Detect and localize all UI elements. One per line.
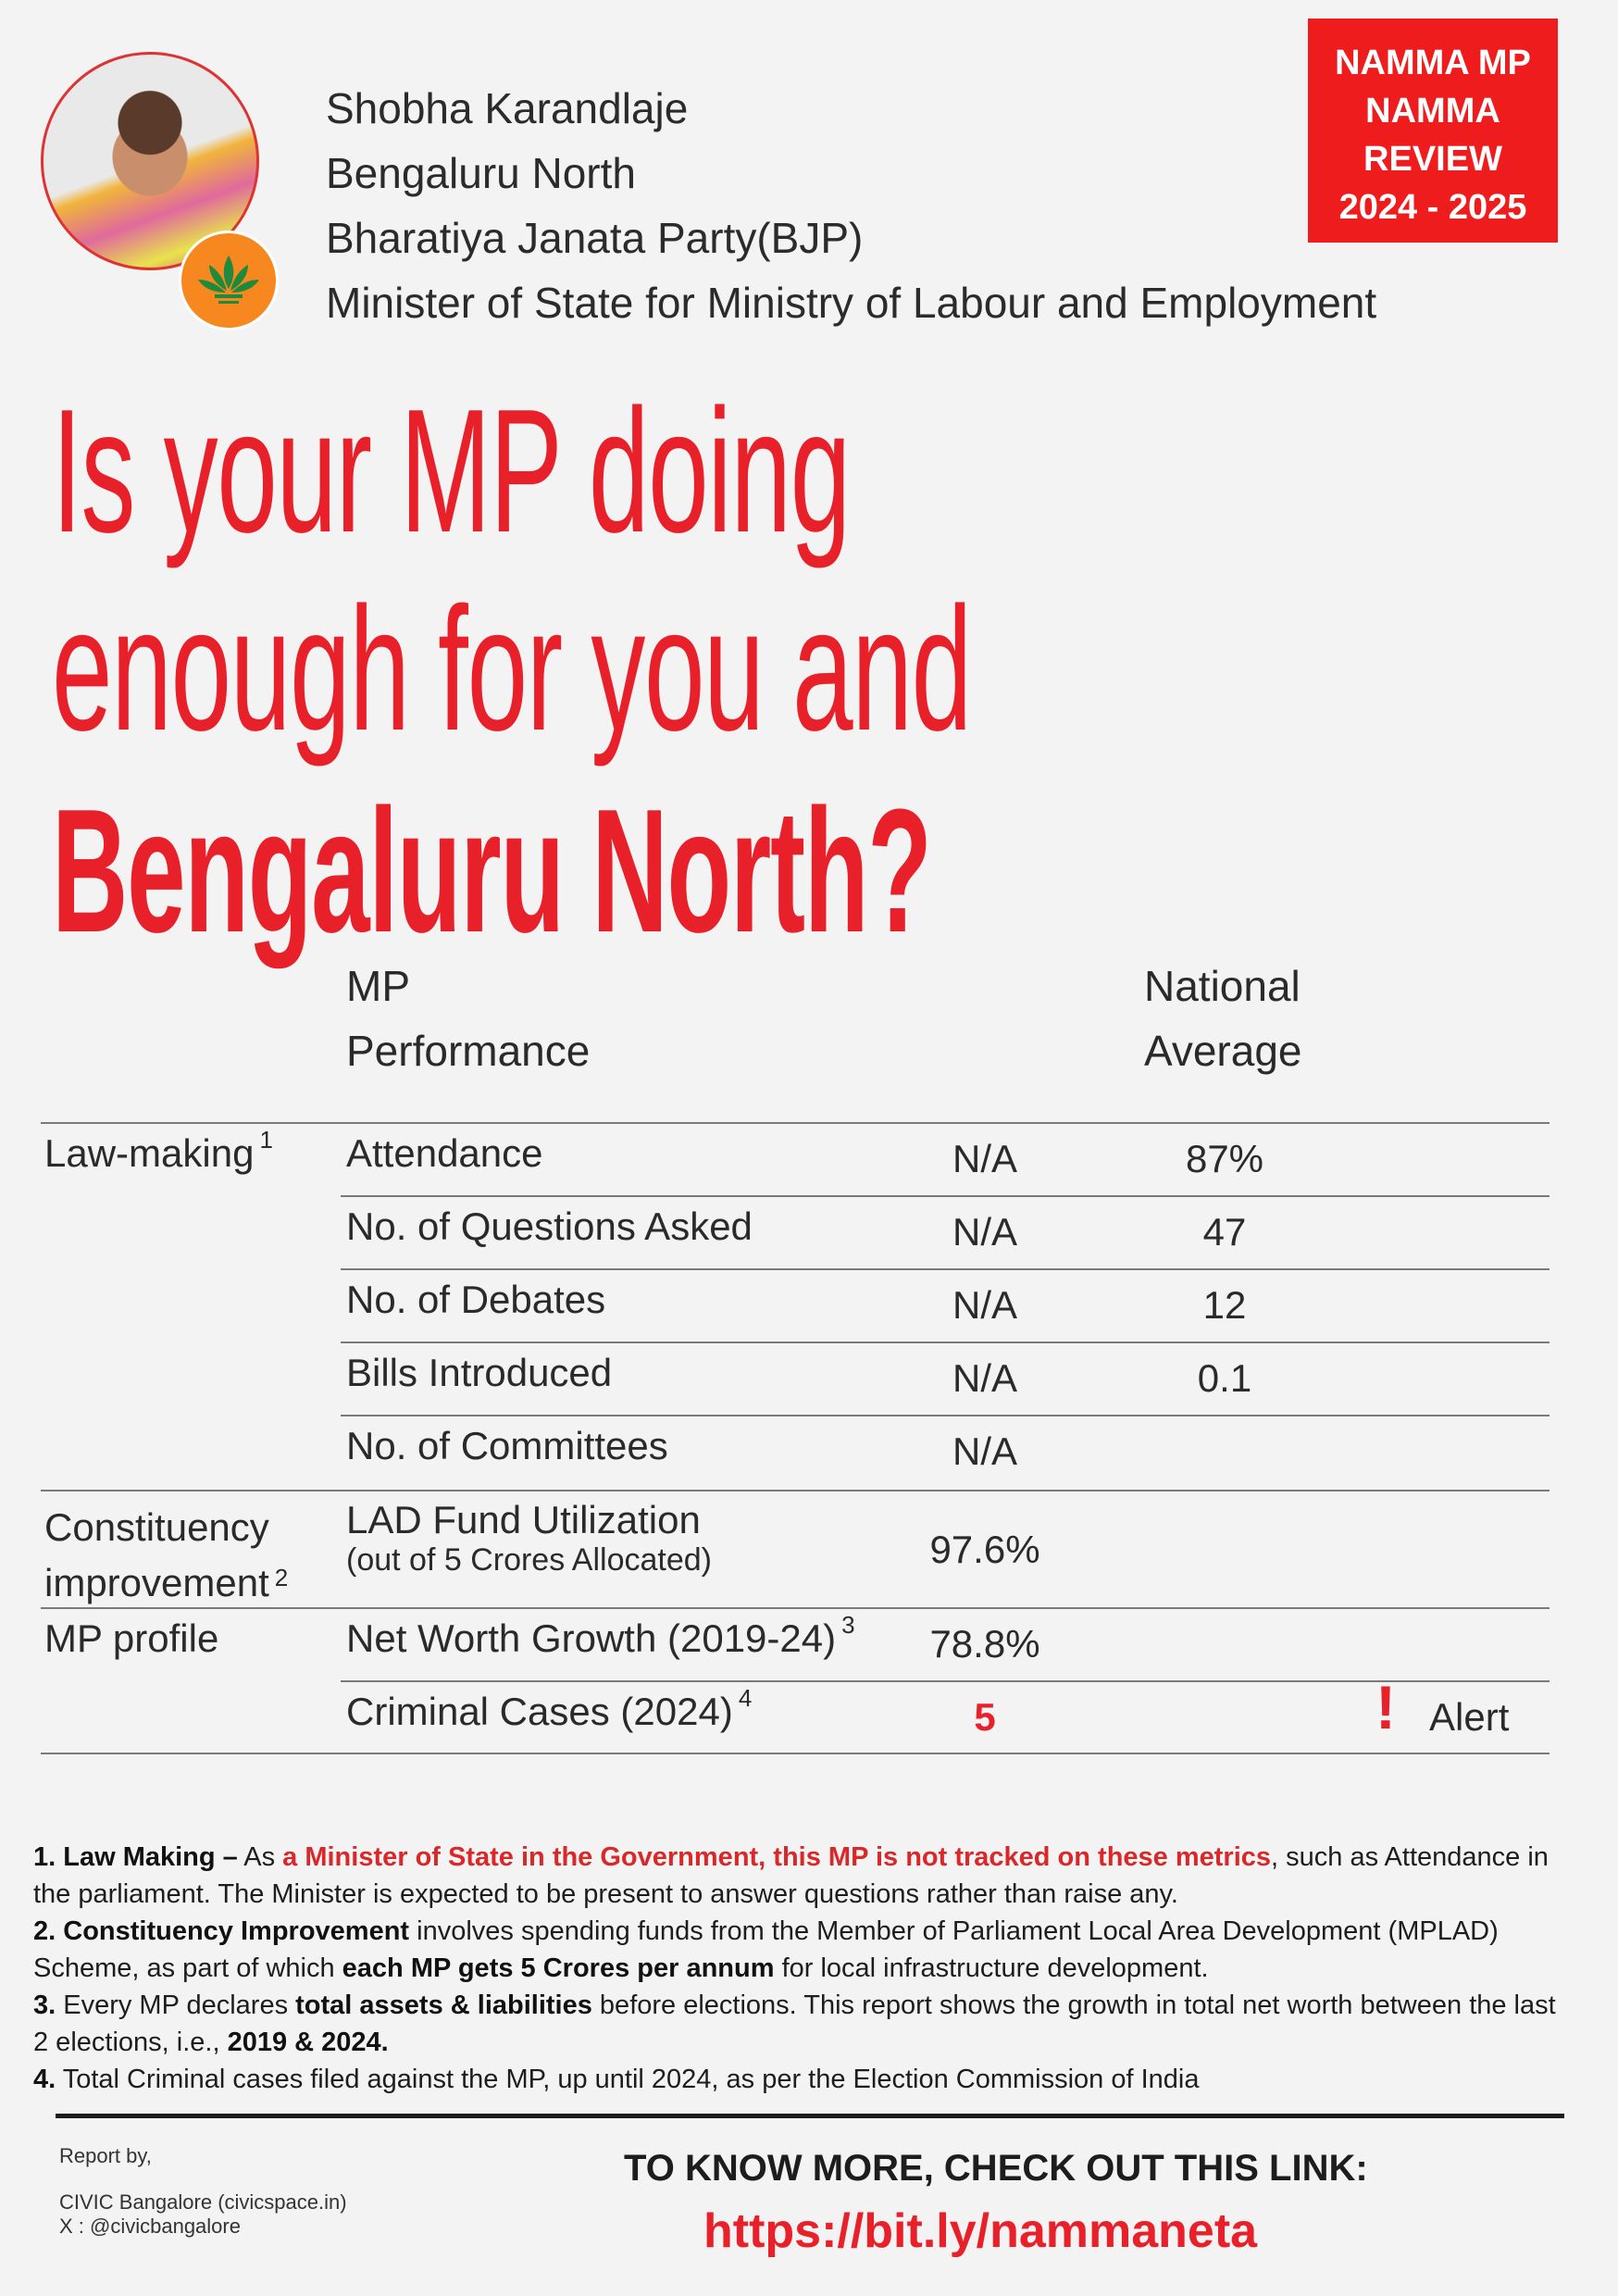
- metric-sublabel: (out of 5 Crores Allocated): [346, 1542, 712, 1578]
- badge-line: 2024 - 2025: [1338, 188, 1527, 227]
- section-mp-profile: MP profile: [44, 1616, 219, 1660]
- mp-value: N/A: [952, 1356, 1017, 1400]
- exclamation-icon: !: [1375, 1673, 1396, 1741]
- mp-name: Shobha Karandlaje: [326, 84, 689, 132]
- mp-value: N/A: [952, 1210, 1017, 1254]
- report-by-label: Report by,: [59, 2144, 152, 2167]
- table-rule: [341, 1195, 1550, 1197]
- more-info-link[interactable]: https://bit.ly/nammaneta: [703, 2204, 1258, 2258]
- badge-line: REVIEW: [1363, 140, 1502, 179]
- mp-value: 97.6%: [929, 1528, 1040, 1571]
- party: Bharatiya Janata Party(BJP): [326, 214, 864, 262]
- mp-value: N/A: [952, 1429, 1017, 1473]
- national-average-value: 87%: [1185, 1137, 1264, 1180]
- alert-label: Alert: [1429, 1695, 1510, 1739]
- section-constituency-improvement: Constituency improvement $^2$: [44, 1505, 289, 1604]
- footnote-1: 1. Law Making – As a Minister of State in the Government, this MP is not tracked on these metrics, such as Attendance in the parliament. The Minister is expected to be present to answer questions rather than raise any.: [33, 1842, 1549, 1909]
- table-rule: [41, 1490, 1550, 1491]
- footnote-3: 3. Every MP declares total assets & liabilities before elections. This report shows the growth in total net worth between the last 2 elections, i.e., 2019 & 2024.: [33, 1990, 1556, 2057]
- table-rule: [341, 1680, 1550, 1682]
- footnote-4: 4. Total Criminal cases filed against the MP, up until 2024, as per the Election Commission of India: [33, 2065, 1200, 2094]
- metric-label: No. of Questions Asked: [346, 1204, 753, 1248]
- column-header-national-average: National Average: [1144, 962, 1302, 1075]
- footnotes: [33, 1839, 1570, 2098]
- metric-label: LAD Fund Utilization (out of 5 Crores Allocated): [346, 1498, 712, 1578]
- headline-line-2: enough for you and: [52, 571, 971, 767]
- metric-label: Bills Introduced: [346, 1351, 613, 1394]
- report-org: CIVIC Bangalore (civicspace.in): [59, 2190, 347, 2214]
- headline-line-1: Is your MP doing: [52, 373, 850, 569]
- metric-label: Criminal Cases (2024) $^4$: [346, 1684, 753, 1733]
- metric-label: No. of Debates: [346, 1278, 606, 1321]
- report-x-handle: X : @civicbangalore: [59, 2215, 241, 2238]
- national-average-value: 47: [1202, 1210, 1247, 1254]
- badge-line: NAMMA: [1365, 92, 1500, 131]
- mp-value: 5: [974, 1695, 996, 1739]
- footer-divider: [56, 2114, 1564, 2118]
- mp-value: 78.8%: [929, 1622, 1040, 1666]
- table-rule: [341, 1415, 1550, 1416]
- constituency: Bengaluru North: [326, 149, 636, 197]
- metric-label: No. of Committees: [346, 1424, 668, 1467]
- call-to-action: TO KNOW MORE, CHECK OUT THIS LINK:: [624, 2148, 1368, 2189]
- ministerial-role: Minister of State for Ministry of Labour and Employment: [326, 279, 1377, 327]
- mp-value: N/A: [952, 1283, 1017, 1327]
- table-rule: [41, 1753, 1550, 1754]
- column-header-mp: MP Performance: [346, 962, 591, 1075]
- headline-line-3: Bengaluru North?: [52, 773, 931, 969]
- review-badge: [1308, 19, 1558, 243]
- bjp-lotus-icon: [181, 233, 276, 328]
- national-average-value: 12: [1202, 1283, 1247, 1327]
- badge-line: NAMMA MP: [1335, 44, 1531, 82]
- table-rule: [41, 1122, 1550, 1124]
- section-law-making: Law-making $^1$: [44, 1126, 273, 1175]
- national-average-value: 0.1: [1197, 1356, 1252, 1400]
- mp-value: N/A: [952, 1137, 1017, 1180]
- table-rule: [341, 1268, 1550, 1270]
- table-rule: [341, 1341, 1550, 1343]
- footnote-2: 2. Constituency Improvement involves spending funds from the Member of Parliament Local Area Development (MPLAD) Scheme, as part of which each MP gets 5 Crores per annum for local infrastructure development.: [33, 1916, 1499, 1983]
- metric-label: Attendance: [346, 1131, 543, 1175]
- metric-label: Net Worth Growth (2019-24) $^3$: [346, 1611, 855, 1660]
